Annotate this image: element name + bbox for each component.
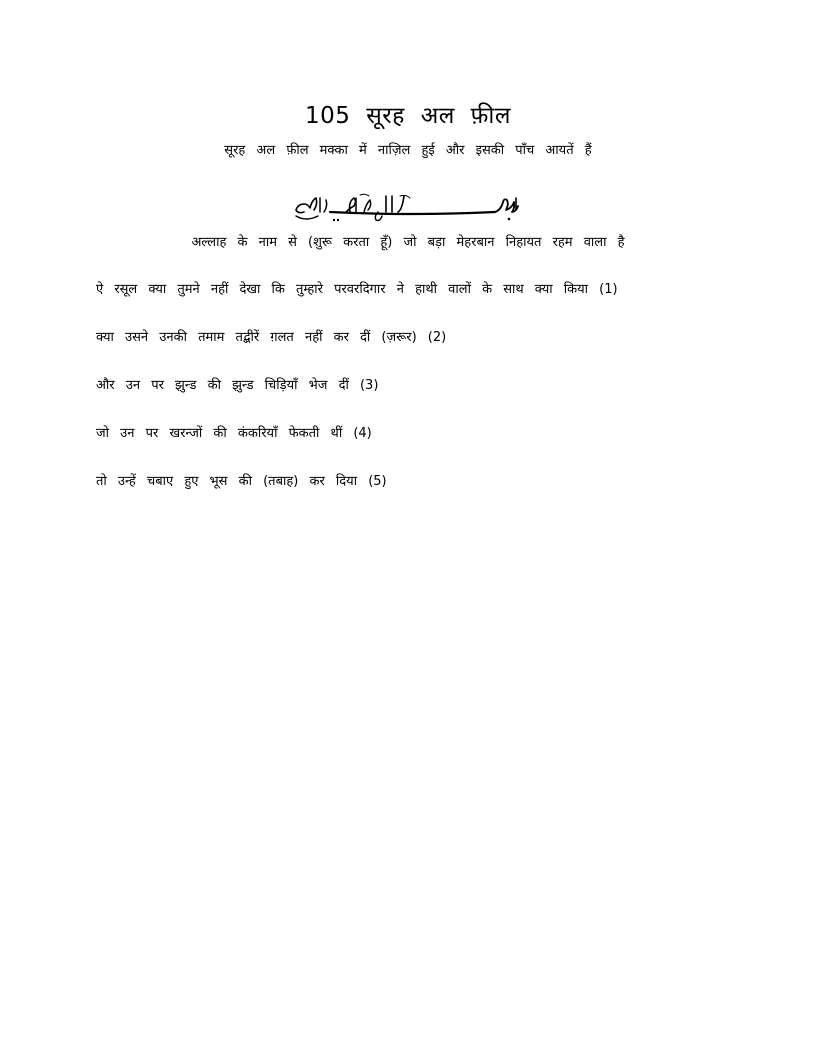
- verse-list: [96, 281, 736, 521]
- verse-1: ऐ रसूल क्या तुमने नहीं देखा कि तुम्हारे परवरदिगार ने हाथी वालों के साथ क्या किया (1): [96, 282, 618, 297]
- bismillah-calligraphy-image: [290, 192, 530, 224]
- verse-2: क्या उसने उनकी तमाम तद्बीरें ग़लत नहीं कर दीं (ज़रूर) (2): [96, 330, 447, 345]
- verse-5: तो उन्हें चबाए हुए भूस की (तबाह) कर दिया (5): [96, 474, 387, 489]
- verse-3: और उन पर झुन्ड की झुन्ड चिड़ियाँ भेज दीं (3): [96, 378, 379, 393]
- surah-title: 105 सूरह अल फ़ील: [305, 103, 511, 129]
- verse-4: जो उन पर खरन्जों की कंकरियाँ फेकती थीं (4): [96, 426, 372, 441]
- surah-subtitle: सूरह अल फ़ील मक्का में नाज़िल हुई और इसकी पाँच आयतें हैं: [224, 143, 592, 158]
- bismillah-translation: अल्लाह के नाम से (शुरू करता हूँ) जो बड़ा मेहरबान निहायत रहम वाला है: [191, 235, 625, 250]
